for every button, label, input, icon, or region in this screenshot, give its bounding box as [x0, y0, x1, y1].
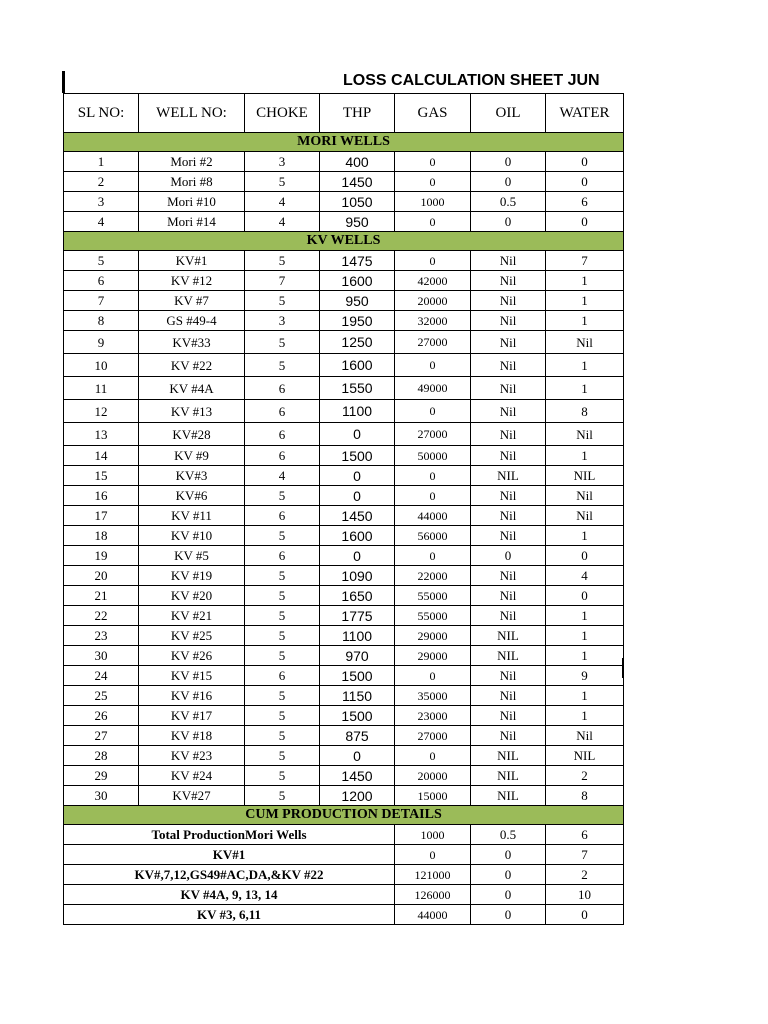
- cell-water: 2: [546, 766, 624, 786]
- cell-well-no: KV #7: [139, 291, 245, 311]
- cell-thp: 1775: [320, 606, 395, 626]
- cell-water: 1: [546, 606, 624, 626]
- cell-well-no: Mori #2: [139, 152, 245, 172]
- cell-thp: 875: [320, 726, 395, 746]
- cell-sl-no: 6: [64, 271, 139, 291]
- cell-oil: Nil: [471, 331, 546, 354]
- cell-gas: 0: [395, 354, 471, 377]
- cell-well-no: GS #49-4: [139, 311, 245, 331]
- cell-oil: NIL: [471, 626, 546, 646]
- cell-well-no: KV#33: [139, 331, 245, 354]
- cell-water: 1: [546, 311, 624, 331]
- cell-well-no: KV#27: [139, 786, 245, 806]
- cell-choke: 4: [245, 212, 320, 232]
- cell-sl-no: 22: [64, 606, 139, 626]
- cell-oil: Nil: [471, 586, 546, 606]
- cell-sl-no: 14: [64, 446, 139, 466]
- cell-thp: 0: [320, 746, 395, 766]
- cell-well-no: KV #19: [139, 566, 245, 586]
- cell-oil: Nil: [471, 606, 546, 626]
- cell-well-no: KV #21: [139, 606, 245, 626]
- table-row: [64, 606, 624, 626]
- cell-choke: 5: [245, 566, 320, 586]
- cell-choke: 5: [245, 686, 320, 706]
- cell-well-no: Mori #8: [139, 172, 245, 192]
- cell-choke: 5: [245, 646, 320, 666]
- cell-water: 0: [546, 546, 624, 566]
- cell-gas: 0: [395, 172, 471, 192]
- section-label: MORI WELLS: [64, 133, 624, 152]
- cum-row: [64, 865, 624, 885]
- table-row: [64, 354, 624, 377]
- cell-gas: 27000: [395, 726, 471, 746]
- cum-gas: 121000: [395, 865, 471, 885]
- cell-water: Nil: [546, 486, 624, 506]
- table-row: [64, 706, 624, 726]
- cell-choke: 5: [245, 786, 320, 806]
- cum-oil: 0: [471, 885, 546, 905]
- cell-oil: Nil: [471, 566, 546, 586]
- cell-water: 7: [546, 251, 624, 271]
- cum-row: [64, 905, 624, 925]
- cell-gas: 29000: [395, 646, 471, 666]
- cell-gas: 0: [395, 152, 471, 172]
- cum-gas: 126000: [395, 885, 471, 905]
- cell-sl-no: 5: [64, 251, 139, 271]
- cell-choke: 5: [245, 526, 320, 546]
- cell-choke: 5: [245, 486, 320, 506]
- cell-oil: NIL: [471, 466, 546, 486]
- cell-thp: 1450: [320, 172, 395, 192]
- cell-choke: 7: [245, 271, 320, 291]
- cum-row: [64, 825, 624, 845]
- cell-gas: 0: [395, 251, 471, 271]
- cell-sl-no: 29: [64, 766, 139, 786]
- table-row: [64, 686, 624, 706]
- table-row: [64, 400, 624, 423]
- table-row: [64, 726, 624, 746]
- cell-thp: 0: [320, 466, 395, 486]
- cell-thp: 1200: [320, 786, 395, 806]
- cell-choke: 6: [245, 377, 320, 400]
- cum-water: 2: [546, 865, 624, 885]
- cell-choke: 4: [245, 192, 320, 212]
- cell-water: 1: [546, 446, 624, 466]
- cell-choke: 3: [245, 152, 320, 172]
- cell-well-no: KV #17: [139, 706, 245, 726]
- cell-choke: 5: [245, 291, 320, 311]
- cum-row: [64, 845, 624, 865]
- cum-label: KV #3, 6,11: [64, 905, 395, 925]
- table-row: [64, 626, 624, 646]
- cell-water: NIL: [546, 746, 624, 766]
- cell-water: 9: [546, 666, 624, 686]
- cell-gas: 55000: [395, 606, 471, 626]
- table-row: [64, 786, 624, 806]
- cell-oil: NIL: [471, 746, 546, 766]
- cell-well-no: KV #9: [139, 446, 245, 466]
- cell-sl-no: 10: [64, 354, 139, 377]
- cell-water: 1: [546, 354, 624, 377]
- table-row: [64, 486, 624, 506]
- cell-water: 0: [546, 212, 624, 232]
- cell-oil: Nil: [471, 506, 546, 526]
- header-gas: GAS: [395, 94, 471, 133]
- cell-gas: 0: [395, 400, 471, 423]
- cell-well-no: KV #22: [139, 354, 245, 377]
- cell-sl-no: 23: [64, 626, 139, 646]
- cell-water: 4: [546, 566, 624, 586]
- cell-sl-no: 27: [64, 726, 139, 746]
- cell-gas: 56000: [395, 526, 471, 546]
- cell-well-no: KV #24: [139, 766, 245, 786]
- cell-choke: 5: [245, 626, 320, 646]
- cell-sl-no: 11: [64, 377, 139, 400]
- cell-choke: 5: [245, 251, 320, 271]
- cell-choke: 6: [245, 423, 320, 446]
- cell-thp: 1500: [320, 706, 395, 726]
- cell-sl-no: 8: [64, 311, 139, 331]
- cell-choke: 5: [245, 606, 320, 626]
- cell-oil: Nil: [471, 423, 546, 446]
- cell-choke: 5: [245, 766, 320, 786]
- cum-row: [64, 885, 624, 905]
- cell-sl-no: 4: [64, 212, 139, 232]
- header-thp: THP: [320, 94, 395, 133]
- cell-well-no: Mori #14: [139, 212, 245, 232]
- table-row: [64, 423, 624, 446]
- cell-water: 6: [546, 192, 624, 212]
- cell-oil: 0.5: [471, 192, 546, 212]
- section-label: KV WELLS: [64, 232, 624, 251]
- table-row: [64, 466, 624, 486]
- cell-oil: Nil: [471, 706, 546, 726]
- cum-water: 0: [546, 905, 624, 925]
- cell-gas: 1000: [395, 192, 471, 212]
- cell-oil: NIL: [471, 646, 546, 666]
- header-oil: OIL: [471, 94, 546, 133]
- cell-sl-no: 24: [64, 666, 139, 686]
- table-row: [64, 586, 624, 606]
- cell-thp: 1475: [320, 251, 395, 271]
- cell-sl-no: 25: [64, 686, 139, 706]
- cell-choke: 5: [245, 586, 320, 606]
- cum-gas: 0: [395, 845, 471, 865]
- cell-thp: 1600: [320, 271, 395, 291]
- cell-oil: Nil: [471, 400, 546, 423]
- cell-gas: 20000: [395, 766, 471, 786]
- cell-well-no: KV #13: [139, 400, 245, 423]
- cell-gas: 0: [395, 666, 471, 686]
- cell-water: 0: [546, 172, 624, 192]
- cell-oil: Nil: [471, 311, 546, 331]
- cell-thp: 1250: [320, 331, 395, 354]
- table-row: [64, 152, 624, 172]
- cell-water: 1: [546, 646, 624, 666]
- cell-oil: Nil: [471, 726, 546, 746]
- cell-gas: 55000: [395, 586, 471, 606]
- cum-water: 7: [546, 845, 624, 865]
- table-row: [64, 291, 624, 311]
- table-row: [64, 311, 624, 331]
- section-mori-wells: [64, 133, 624, 152]
- cell-oil: Nil: [471, 291, 546, 311]
- cell-thp: 1100: [320, 626, 395, 646]
- cell-water: 8: [546, 786, 624, 806]
- cell-sl-no: 3: [64, 192, 139, 212]
- table-row: [64, 566, 624, 586]
- cell-water: Nil: [546, 506, 624, 526]
- cell-thp: 1450: [320, 506, 395, 526]
- cell-choke: 6: [245, 400, 320, 423]
- cell-well-no: KV #11: [139, 506, 245, 526]
- cell-sl-no: 30: [64, 646, 139, 666]
- table-row: [64, 446, 624, 466]
- cell-gas: 44000: [395, 506, 471, 526]
- cell-thp: 1600: [320, 526, 395, 546]
- cell-well-no: KV #18: [139, 726, 245, 746]
- cell-well-no: KV#1: [139, 251, 245, 271]
- cum-oil: 0: [471, 865, 546, 885]
- table-row: [64, 192, 624, 212]
- cell-oil: 0: [471, 212, 546, 232]
- table-row: [64, 546, 624, 566]
- cell-well-no: KV#28: [139, 423, 245, 446]
- cell-gas: 22000: [395, 566, 471, 586]
- cum-label: KV#1: [64, 845, 395, 865]
- cell-thp: 1090: [320, 566, 395, 586]
- cell-sl-no: 26: [64, 706, 139, 726]
- cell-thp: 1050: [320, 192, 395, 212]
- cell-oil: 0: [471, 152, 546, 172]
- header-water: WATER: [546, 94, 624, 133]
- cell-sl-no: 30: [64, 786, 139, 806]
- cell-thp: 970: [320, 646, 395, 666]
- cell-sl-no: 15: [64, 466, 139, 486]
- sheet-title: LOSS CALCULATION SHEET JUN: [343, 72, 600, 89]
- cell-water: 1: [546, 626, 624, 646]
- cell-choke: 6: [245, 506, 320, 526]
- cell-thp: 1500: [320, 666, 395, 686]
- cell-well-no: KV #25: [139, 626, 245, 646]
- cell-gas: 0: [395, 746, 471, 766]
- table-row: [64, 506, 624, 526]
- cum-label: KV#,7,12,GS49#AC,DA,&KV #22: [64, 865, 395, 885]
- cell-well-no: KV #5: [139, 546, 245, 566]
- table-row: [64, 271, 624, 291]
- cell-oil: Nil: [471, 251, 546, 271]
- cell-water: 1: [546, 526, 624, 546]
- cell-gas: 35000: [395, 686, 471, 706]
- cum-gas: 1000: [395, 825, 471, 845]
- cell-sl-no: 1: [64, 152, 139, 172]
- table-row: [64, 646, 624, 666]
- cell-well-no: KV#3: [139, 466, 245, 486]
- cell-water: Nil: [546, 726, 624, 746]
- cell-thp: 1650: [320, 586, 395, 606]
- cell-gas: 0: [395, 466, 471, 486]
- cell-gas: 0: [395, 212, 471, 232]
- cell-water: Nil: [546, 423, 624, 446]
- cell-thp: 1600: [320, 354, 395, 377]
- table-row: [64, 766, 624, 786]
- cell-choke: 4: [245, 466, 320, 486]
- cell-water: 1: [546, 271, 624, 291]
- cell-gas: 0: [395, 546, 471, 566]
- cell-sl-no: 9: [64, 331, 139, 354]
- table-row: [64, 377, 624, 400]
- cell-choke: 6: [245, 666, 320, 686]
- cell-thp: 1950: [320, 311, 395, 331]
- cell-sl-no: 19: [64, 546, 139, 566]
- cell-well-no: KV #10: [139, 526, 245, 546]
- cell-choke: 3: [245, 311, 320, 331]
- cell-oil: Nil: [471, 486, 546, 506]
- cell-gas: 27000: [395, 331, 471, 354]
- table-row: [64, 526, 624, 546]
- cell-water: Nil: [546, 331, 624, 354]
- cell-thp: 1150: [320, 686, 395, 706]
- cell-thp: 1100: [320, 400, 395, 423]
- cell-thp: 400: [320, 152, 395, 172]
- cell-oil: Nil: [471, 354, 546, 377]
- cell-oil: Nil: [471, 271, 546, 291]
- cum-label: Total ProductionMori Wells: [64, 825, 395, 845]
- cell-gas: 42000: [395, 271, 471, 291]
- section-label: CUM PRODUCTION DETAILS: [64, 806, 624, 825]
- cell-gas: 20000: [395, 291, 471, 311]
- table-row: [64, 251, 624, 271]
- cell-sl-no: 16: [64, 486, 139, 506]
- cell-well-no: KV #26: [139, 646, 245, 666]
- table-row: [64, 746, 624, 766]
- cell-thp: 1550: [320, 377, 395, 400]
- cell-water: 0: [546, 586, 624, 606]
- cell-gas: 29000: [395, 626, 471, 646]
- cell-water: 1: [546, 686, 624, 706]
- cell-thp: 0: [320, 423, 395, 446]
- cell-sl-no: 13: [64, 423, 139, 446]
- cell-thp: 950: [320, 212, 395, 232]
- cell-well-no: KV #16: [139, 686, 245, 706]
- cell-well-no: KV #23: [139, 746, 245, 766]
- cell-water: 1: [546, 291, 624, 311]
- cell-sl-no: 20: [64, 566, 139, 586]
- cell-gas: 32000: [395, 311, 471, 331]
- table-row: [64, 666, 624, 686]
- cell-gas: 23000: [395, 706, 471, 726]
- cum-oil: 0: [471, 905, 546, 925]
- cell-gas: 27000: [395, 423, 471, 446]
- cell-choke: 5: [245, 746, 320, 766]
- cell-well-no: KV #20: [139, 586, 245, 606]
- cum-water: 6: [546, 825, 624, 845]
- cell-choke: 6: [245, 446, 320, 466]
- cell-oil: 0: [471, 546, 546, 566]
- cell-thp: 1500: [320, 446, 395, 466]
- section-kv-wells: [64, 232, 624, 251]
- cell-oil: Nil: [471, 377, 546, 400]
- cell-choke: 5: [245, 172, 320, 192]
- cell-oil: Nil: [471, 446, 546, 466]
- cum-label: KV #4A, 9, 13, 14: [64, 885, 395, 905]
- cell-sl-no: 12: [64, 400, 139, 423]
- table-row: [64, 212, 624, 232]
- cell-thp: 0: [320, 546, 395, 566]
- cell-choke: 6: [245, 546, 320, 566]
- cell-oil: 0: [471, 172, 546, 192]
- cell-sl-no: 28: [64, 746, 139, 766]
- title-left-border: [62, 71, 65, 93]
- cum-oil: 0.5: [471, 825, 546, 845]
- cell-sl-no: 2: [64, 172, 139, 192]
- cell-thp: 0: [320, 486, 395, 506]
- cell-border-mark: [622, 658, 624, 678]
- cum-water: 10: [546, 885, 624, 905]
- cell-oil: NIL: [471, 766, 546, 786]
- cell-oil: Nil: [471, 526, 546, 546]
- cell-choke: 5: [245, 331, 320, 354]
- cell-oil: Nil: [471, 666, 546, 686]
- cell-water: 1: [546, 377, 624, 400]
- cell-thp: 950: [320, 291, 395, 311]
- header-choke: CHOKE: [245, 94, 320, 133]
- cell-well-no: Mori #10: [139, 192, 245, 212]
- loss-calculation-table: [63, 93, 624, 925]
- cell-water: 1: [546, 706, 624, 726]
- header-row: [64, 94, 624, 133]
- table-row: [64, 331, 624, 354]
- cell-oil: NIL: [471, 786, 546, 806]
- header-well-no: WELL NO:: [139, 94, 245, 133]
- cell-well-no: KV#6: [139, 486, 245, 506]
- cell-water: 8: [546, 400, 624, 423]
- cum-gas: 44000: [395, 905, 471, 925]
- cell-thp: 1450: [320, 766, 395, 786]
- cell-sl-no: 7: [64, 291, 139, 311]
- cell-water: 0: [546, 152, 624, 172]
- cell-sl-no: 21: [64, 586, 139, 606]
- cell-water: NIL: [546, 466, 624, 486]
- cell-well-no: KV #4A: [139, 377, 245, 400]
- header-sl-no: SL NO:: [64, 94, 139, 133]
- cell-oil: Nil: [471, 686, 546, 706]
- cell-gas: 0: [395, 486, 471, 506]
- cell-well-no: KV #12: [139, 271, 245, 291]
- cum-oil: 0: [471, 845, 546, 865]
- cell-gas: 15000: [395, 786, 471, 806]
- cell-choke: 5: [245, 726, 320, 746]
- cell-well-no: KV #15: [139, 666, 245, 686]
- cell-sl-no: 18: [64, 526, 139, 546]
- table-row: [64, 172, 624, 192]
- cell-gas: 49000: [395, 377, 471, 400]
- cell-choke: 5: [245, 706, 320, 726]
- cell-gas: 50000: [395, 446, 471, 466]
- cell-sl-no: 17: [64, 506, 139, 526]
- section-cum-production: [64, 806, 624, 825]
- cell-choke: 5: [245, 354, 320, 377]
